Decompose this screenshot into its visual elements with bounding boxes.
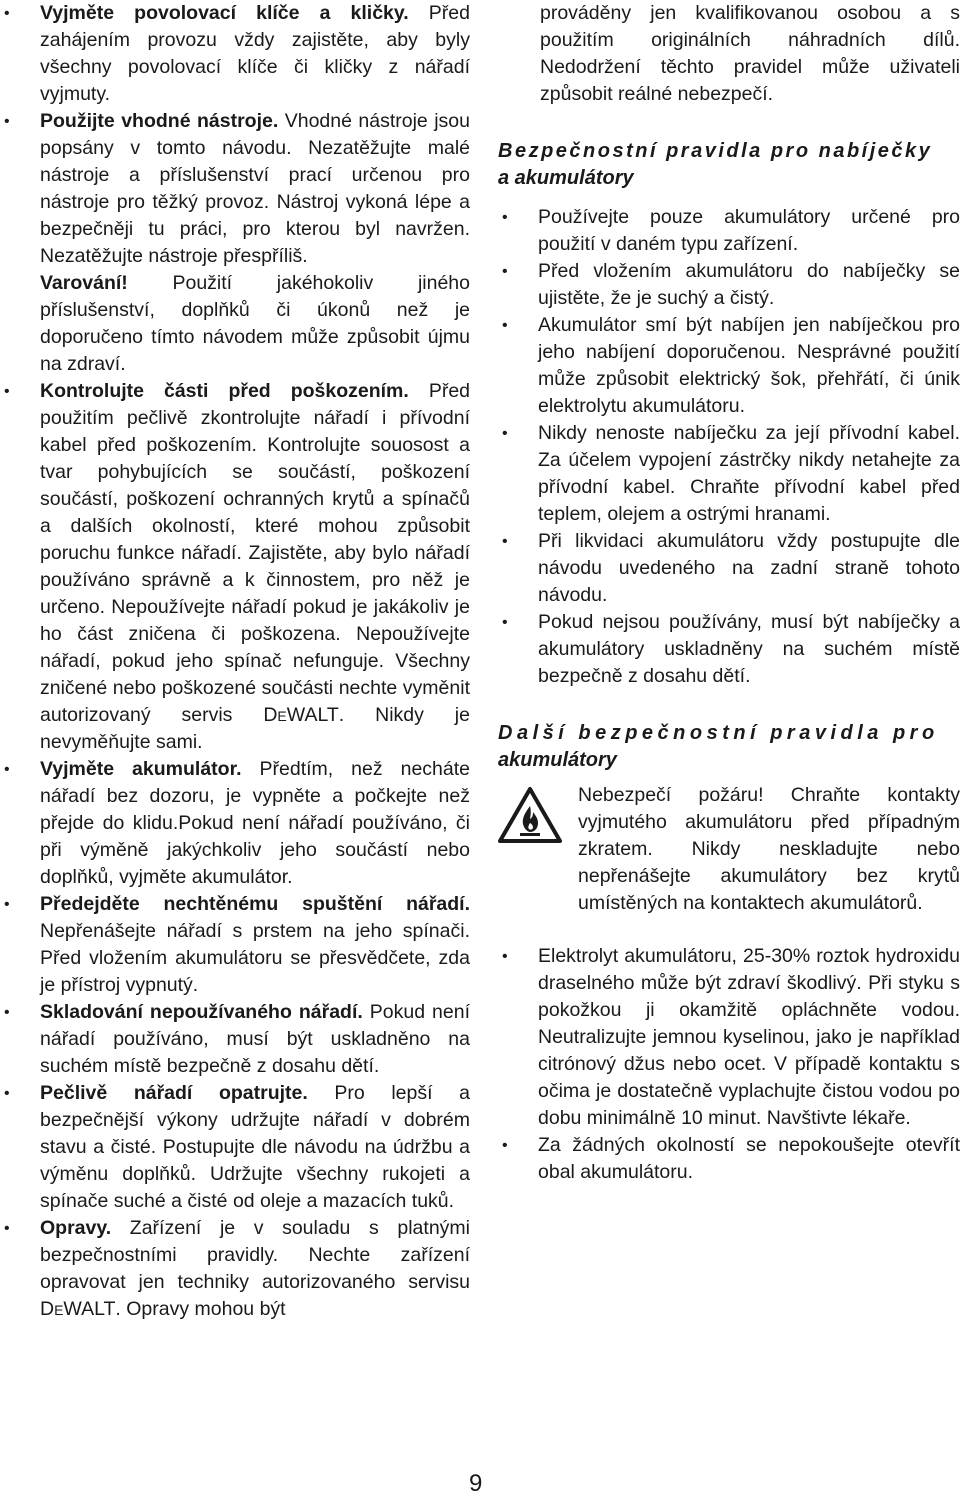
item-text: Vhodné nástroje jsou popsány v tomto návodu. Nezatěžujte malé nástroje a příslušenství prací určenou pro nástroje pro těžký provoz. Nástroj vykoná lépe a bezpečněji tu práci, pro kterou byl navržen. Nezatěžujte nástroje přespříliš. [40,110,470,267]
item-text: Nepřenášejte nářadí s prstem na jeho spínači. Před vložením akumulátoru se přesvědčete, zda je přístroj vypnutý. [40,920,470,996]
heading-text: Další bezpečnostní pravidla pro [498,722,939,744]
list-item [0,891,470,999]
list-item: • Elektrolyt akumulátoru, 25-30% roztok hydroxidu draselného může být zdraví škodlivý. Při styku s pokožkou ji okamžitě opláchněte vodou. Neutralizujte jemnou kyselinou, jako je například citrónový džus nebo ocet. V případě kontaktu s očima je dostatečně vyplachujte čistou vodou po dobu minimálně 10 minut. Navštivte lékaře. [498,943,960,1132]
list-item [0,0,470,108]
item-text-end: . Nikdy je nevyměňujte sami. [40,704,470,753]
fire-hazard-icon [498,786,562,844]
brand-name: DeWALT [263,704,339,726]
list-item: • Používejte pouze akumulátory určené pro použití v daném typu zařízení. [498,204,960,258]
list-item [0,108,470,270]
list-item [0,270,470,378]
item-text: Před zahájením provozu vždy zajistěte, aby byly všechny povolovací klíče či kličky z nářadí vyjmuty. [40,2,470,105]
charger-safety-list [498,204,960,690]
item-title: Vyjměte povolovací klíče a kličky. [40,2,409,24]
list-item [0,999,470,1080]
list-item [0,1080,470,1215]
item-text: Použití jakéhokoliv jiného příslušenství, doplňků či úkonů než je doporučeno tímto návodem může způsobit újmu na zdraví. [40,272,470,375]
section-heading-batteries [498,720,960,774]
fire-warning [498,782,960,917]
fire-warning-text: Nebezpečí požáru! Chraňte kontakty vyjmutého akumulátoru před případným zkratem. Nikdy neskladujte nebo nepřenášejte akumulátory bez krytů umístěných na kontaktech akumulátorů. [578,784,960,914]
item-title: Vyjměte akumulátor. [40,758,242,780]
item-title: Kontrolujte části před poškozením. [40,380,409,402]
item-text: Pro lepší a bezpečnější výkony udržujte nářadí v dobrém stavu a čisté. Postupujte dle návodu na údržbu a výměnu doplňků. Udržujte všechny rukojeti a spínače suché a čisté od oleje a mazacích tuků. [40,1082,470,1212]
right-column [498,0,960,1186]
item-text: Před použitím pečlivě zkontrolujte nářadí i přívodní kabel před poškozením. Kontrolujte souosost a tvar pohybujících se součástí, poškození součástí, poškození ochranných krytů a spínačů a dalších okolností, které mohou způsobit poruchu funkce nářadí. Zajistěte, aby bylo nářadí používáno správně a k činnostem, pro něž je určeno. Nepoužívejte nářadí pokud je jakákoliv je ho část zničena či poškozena. Nepoužívejte nářadí, pokud jeho spínač nefunguje. Všechny zničené nebo poškozené součásti nechte vyměnit autorizovaný servis [40,380,471,726]
item-title: Pečlivě nářadí opatrujte. [40,1082,308,1104]
list-item: • Akumulátor smí být nabíjen jen nabíječkou pro jeho nabíjení doporučenou. Nesprávné použití může způsobit elektrický šok, přehřátí, či únik elektrolytu akumulátoru. [498,312,960,420]
brand-name: DeWALT [40,1298,116,1320]
list-item: • Při likvidaci akumulátoru vždy postupujte dle návodu uvedeného na zadní straně tohoto návodu. [498,528,960,609]
tool-safety-list [0,0,470,1323]
list-item: • Za žádných okolností se nepokoušejte otevřít obal akumulátoru. [498,1132,960,1186]
item-title: Předejděte nechtěnému spuštění nářadí. [40,893,470,915]
list-item: • Nikdy nenoste nabíječku za její přívodní kabel. Za účelem vypojení zástrčky nikdy netahejte za přívodní kabel. Chraňte přívodní kabel před teplem, olejem a ostrými hranami. [498,420,960,528]
list-item [0,1215,470,1323]
section-heading-chargers [498,138,960,192]
item-title: Použijte vhodné nástroje. [40,110,279,132]
heading-text: Bezpečnostní pravidla pro nabíječky [498,140,933,162]
page-number: 9 [469,1470,483,1497]
heading-tail: a akumulátory [498,167,634,189]
heading-tail: akumulátory [498,749,617,771]
list-item: • Před vložením akumulátoru do nabíječky se ujistěte, že je suchý a čistý. [498,258,960,312]
battery-safety-list [498,943,960,1186]
item-title: Varování! [40,272,128,294]
item-text: Pokud není nářadí používáno, musí být uskladněno na suchém místě bezpečně z dosahu dětí. [40,1001,470,1077]
item-text: Zařízení je v souladu s platnými bezpečnostními pravidly. Nechte zařízení opravovat jen techniky autorizovaného servisu [40,1217,470,1293]
list-item [0,756,470,891]
left-column [0,0,470,1323]
continuation-text: prováděny jen kvalifikovanou osobou a s použitím originálních náhradních dílů. Nedodržení těchto pravidel může uživateli způsobit reálné nebezpečí. [540,2,960,105]
item-title: Opravy. [40,1217,112,1239]
list-item [0,378,470,756]
item-text: Předtím, než necháte nářadí bez dozoru, je vypněte a počkejte než přejde do klidu.Pokud není nářadí používáno, či při výměně jakýchkoliv jeho součástí nebo doplňků, vyjměte akumulátor. [40,758,470,888]
list-item: • Pokud nejsou používány, musí být nabíječky a akumulátory uskladněny na suchém místě bezpečně z dosahu dětí. [498,609,960,690]
item-title: Skladování nepoužívaného nářadí. [40,1001,363,1023]
item-text-end: . Opravy mohou být [115,1298,286,1320]
